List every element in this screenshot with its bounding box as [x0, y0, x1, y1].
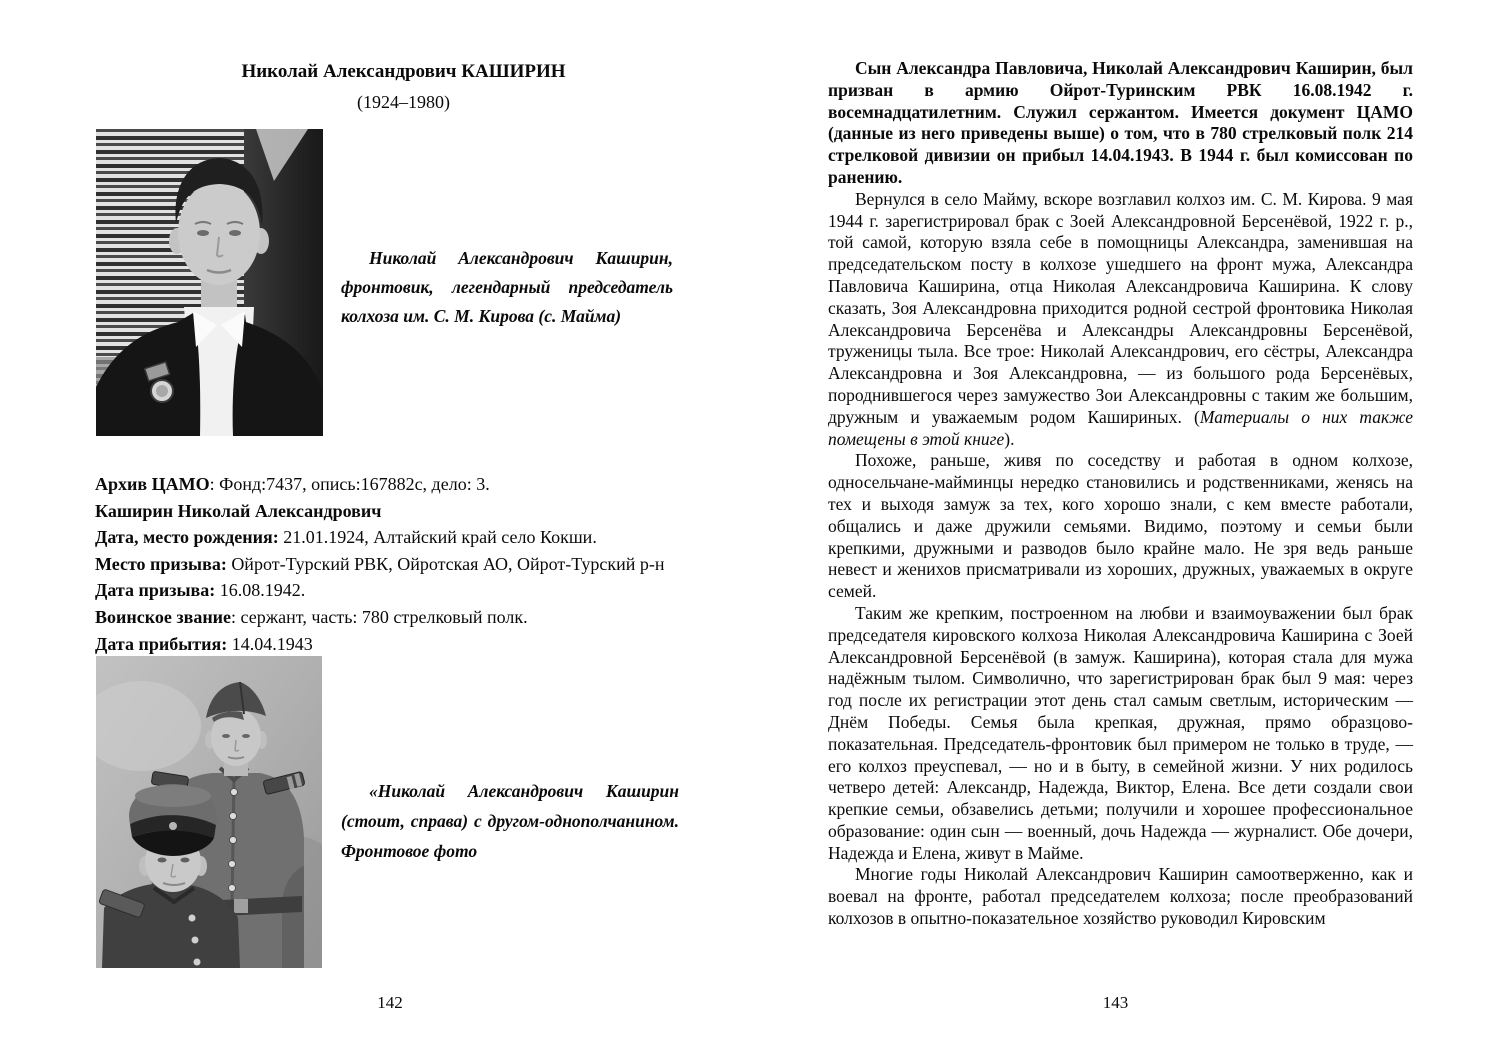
frontline-photo-caption: «Николай Александрович Каширин (стоит, справа) с другом-однополчанином. Фронтовое фото [341, 781, 679, 861]
frontline-photo-illustration [96, 656, 322, 968]
archive-line: Воинское звание: сержант, часть: 780 стрелковый полк. [95, 606, 528, 627]
portrait-photo [96, 129, 323, 436]
life-years: (1924–1980) [357, 92, 450, 112]
page-number-left: 142 [377, 993, 403, 1012]
frontline-photo [96, 656, 322, 968]
portrait-photo-caption: Николай Александрович Каширин, фронтовик, легендарный председатель колхоза им. С. М. Кирова (с. Майма) [341, 248, 673, 326]
portrait-photo-illustration [96, 129, 323, 436]
paragraph-return-marriage: Вернулся в село Майму, вскоре возглавил колхоз им. С. М. Кирова. 9 мая 1944 г. зарегистрировал брак с Зоей Александровной Берсенёвой, 1922 г. р., той самой, которую взяла себе в помощницы Александра, заменившая на председательском посту в колхозе ушедшего на фронт мужа, Александра Павловича Каширина, отца Николая Александровича Каширина. К слову сказать, Зоя Александровна приходится родной сестрой фронтовика Николая Александровича Берсенёва и Александры Александровны Берсенёвой, труженицы тыла. Все трое: Николай Александрович, его сёстры, Александра Александровна и Зоя Александровна, — из большого рода Берсенёвых, породнившегося через замужество Зои Александровны с таким же большим, дружным и уважаемым родом Кашириных. (Материалы о них также помещены в этой книге). [828, 188, 1413, 449]
paragraph-service-record: Сын Александра Павловича, Николай Александрович Каширин, был призван в армию Ойрот-Туринским РВК 16.08.1942 г. восемнадцатилетним. Служил сержантом. Имеется документ ЦАМО (данные из него приведены выше) о том, что в 780 стрелковый полк 214 стрелковой дивизии он прибыл 14.04.1943. В 1944 г. был комиссован по ранению. [828, 58, 1413, 187]
right-page-text [828, 58, 1413, 930]
paragraph-village-families: Похоже, раньше, живя по соседству и работая в одном колхозе, односельчане-майминцы нередко становились и родственниками, женясь на тех и выходя замуж за тех, кого хорошо знали, с кем вместе работали, общались и даже дружили семьями. Видимо, поэтому и семьи были крепкими, дружными и разводов было крайне мало. Не зря ведь раньше невест и женихов присматривали из хороших, дружных, уважаемых в округе семей. [828, 450, 1413, 602]
page-title: Николай Александрович КАШИРИН [241, 61, 566, 82]
paragraph-family: Таким же крепким, построенном на любви и взаимоуважении был брак председателя кировского колхоза Николая Александровича Каширина с Зоей Александровной Берсенёвой (в замуж. Каширина), которая стала для мужа надёжным тылом. Символично, что зарегистрирован брак был 9 мая: через год после их регистрации этот день стал самым светлым, историческим — Днём Победы. Семья была крепкая, дружная, прямо образцово-показательная. Председатель-фронтовик был примером не только в труде, — его колхоз преуспевал, — но и в быту, в семейной жизни. У них родилось четверо детей: Александр, Надежда, Виктор, Елена. Все дети создали свои крепкие семьи, обзавелись детьми; получили и хорошее профессиональное образование: один сын — военный, дочь Надежда — журналист. Обе дочери, Надежда и Елена, живут в Майме. [828, 602, 1413, 863]
archive-line: Дата призыва: 16.08.1942. [95, 580, 306, 601]
italic-note: Материалы о них также помещены в этой книге [828, 406, 1413, 449]
archive-record [95, 471, 715, 657]
paragraph-kolkhoz-work: Многие годы Николай Александрович Каширин самоотверженно, как и воевал на фронте, работал председателем колхоза; после преобразований колхозов в опытно-показательное хозяйство руководил Кировским [828, 864, 1413, 929]
archive-line: Место призыва: Ойрот-Турский РВК, Ойротская АО, Ойрот-Турский р-н [95, 553, 665, 574]
archive-line: Архив ЦАМО: Фонд:7437, опись:167882с, дело: 3. [95, 474, 490, 494]
page-number-right: 143 [1102, 993, 1129, 1012]
archive-line: Каширин Николай Александрович [95, 500, 382, 521]
archive-line: Дата, место рождения: 21.01.1924, Алтайский край село Кокши. [95, 527, 597, 548]
archive-line: Дата прибытия: 14.04.1943 [95, 633, 313, 654]
